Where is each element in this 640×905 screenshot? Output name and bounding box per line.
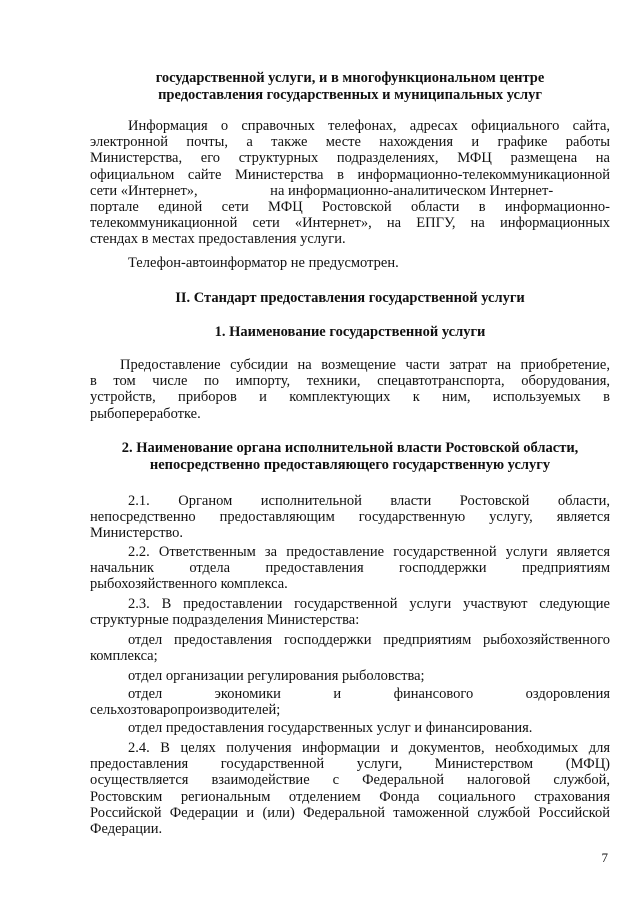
text-line: Российской Федерации и (или) Федеральной таможенной службой Российской: [90, 804, 610, 821]
text-line: структурные подразделения Министерства:: [90, 612, 360, 629]
text-line: непосредственно предоставляющим государственную услугу, является: [90, 509, 610, 526]
text-line: официальном сайте Министерства в информационно-телекоммуникационной: [90, 166, 610, 183]
text-line: отдел экономики и финансового оздоровления: [128, 686, 610, 702]
text-line: портале единой сети МФЦ Ростовской области в информационно-: [90, 199, 610, 216]
text-line: 2.2. Ответственным за предоставление государственной услуги является: [128, 544, 610, 560]
text-line: предоставления государственной услуги, Министерством (МФЦ): [90, 756, 610, 773]
text-line: Предоставление субсидии на возмещение части затрат на приобретение,: [120, 357, 610, 373]
text-line: 2.4. В целях получения информации и документов, необходимых для: [128, 740, 610, 756]
info-paragraph: [90, 118, 610, 248]
text-line: начальник отдела предоставления господдержки предприятиям: [90, 560, 610, 577]
service-name-paragraph: [90, 357, 610, 422]
text-line: рыбопереработке.: [90, 405, 201, 422]
subsection-2-heading: [90, 440, 610, 474]
paragraph-2-3: [90, 596, 610, 628]
top-heading: [90, 70, 610, 104]
text-line: Ростовским региональным отделением Фонда социального страхования: [90, 788, 610, 805]
subsection-2-heading-line: 2. Наименование органа исполнительной власти Ростовской области,: [121, 440, 579, 456]
text-line: 2.1. Органом исполнительной власти Ростовской области,: [128, 493, 610, 509]
subsection-1-heading: 1. Наименование государственной услуги: [214, 324, 486, 340]
text-line: Федерации.: [90, 821, 163, 838]
autoinformer-text: Телефон-автоинформатор не предусмотрен.: [128, 255, 399, 271]
top-heading-line: предоставления государственных и муниципальных услуг: [158, 87, 542, 103]
text-line: устройств, приборов и комплектующих к ним, используемых в: [90, 389, 610, 406]
text-line: в том числе по импорту, техники, спецавтотранспорта, оборудования,: [90, 373, 610, 390]
text-line: Министерство.: [90, 525, 184, 542]
department-item: отдел предоставления государственных услуг и финансирования.: [128, 720, 533, 736]
text-line: Информация о справочных телефонах, адресах официального сайта,: [128, 118, 610, 134]
paragraph-2-4: [90, 740, 610, 837]
text-line: рыбохозяйственного комплекса.: [90, 576, 288, 593]
text-line: сельхозтоваропроизводителей;: [90, 702, 281, 719]
text-line: осуществляется взаимодействие с Федеральной налоговой службой,: [90, 772, 610, 789]
top-heading-line: государственной услуги, и в многофункциональном центре: [155, 70, 545, 86]
text-line: отдел предоставления господдержки предприятиям рыбохозяйственного: [128, 632, 610, 648]
paragraph-2-1: [90, 493, 610, 542]
text-line: электронной почты, а также месте нахождения и графике работы: [90, 134, 610, 151]
department-item: [90, 686, 610, 718]
department-item: отдел организации регулирования рыболовства;: [128, 668, 425, 684]
text-line: комплекса;: [90, 648, 158, 665]
text-line: телекоммуникационной сети «Интернет», на ЕПГУ, на информационных: [90, 215, 610, 232]
subsection-2-heading-line: непосредственно предоставляющего государственную услугу: [149, 457, 551, 473]
text-line: Министерства, его структурных подразделениях, МФЦ размещена на: [90, 150, 610, 167]
page-number: 7: [601, 850, 608, 865]
text-line: 2.3. В предоставлении государственной услуги участвуют следующие: [128, 596, 610, 612]
text-line: стендах в местах предоставления услуги.: [90, 231, 346, 248]
paragraph-2-2: [90, 544, 610, 593]
section-heading: II. Стандарт предоставления государственной услуги: [175, 290, 525, 306]
text-line: сети «Интернет», на информационно-аналитическом Интернет-: [90, 182, 554, 199]
department-item: [90, 632, 610, 664]
